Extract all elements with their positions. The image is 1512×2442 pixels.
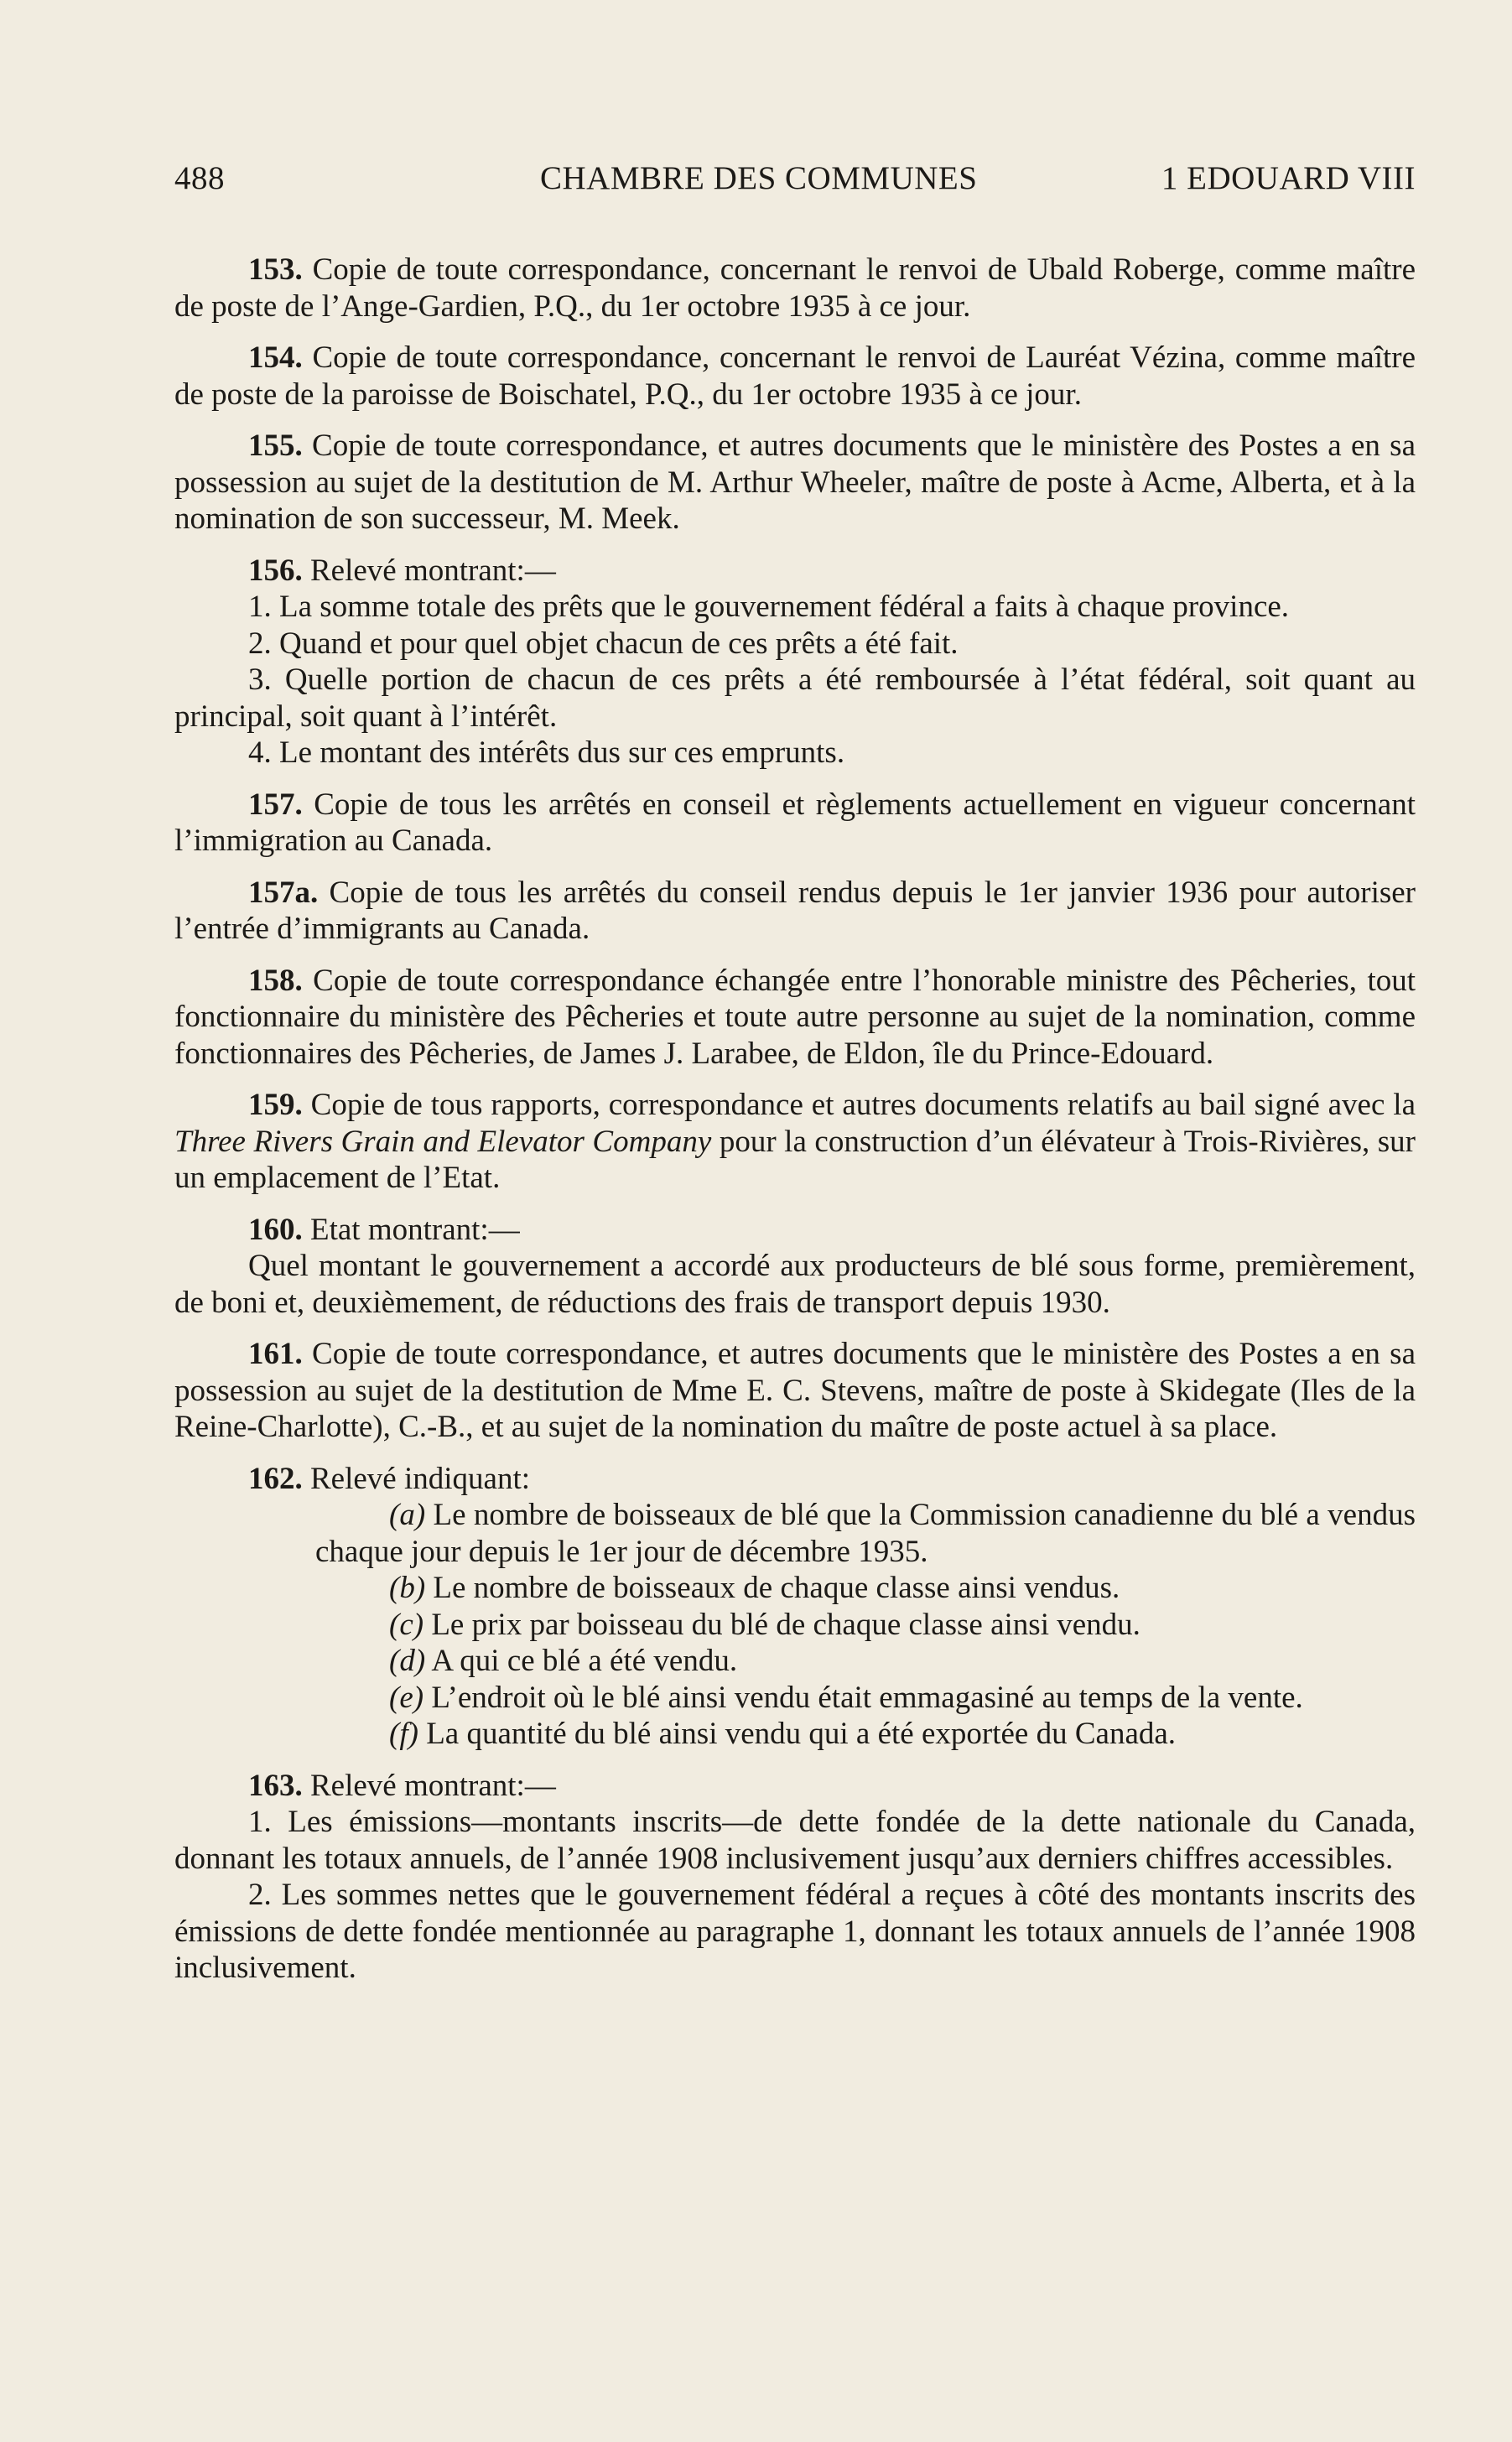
lettered-subitem	[174, 1570, 1416, 1607]
subitem-letter: (c)	[389, 1607, 424, 1642]
item-text: Copie de toute correspondance, concernant le renvoi de Ubald Roberge, comme maître de poste de l’Ange-Gardien, P.Q., du 1er octobre 1935 à ce jour.	[174, 252, 1416, 324]
subitem-text: L’endroit où le blé ainsi vendu était emmagasiné au temps de la vente.	[431, 1680, 1303, 1715]
item-number: 156.	[248, 553, 303, 588]
item-161	[174, 1336, 1416, 1446]
sub-paragraph: 1. Les émissions—montants inscrits—de dette fondée de la dette nationale du Canada, donnant les totaux annuels, de l’année 1908 inclusivement jusqu’aux derniers chiffres accessibles.	[174, 1805, 1416, 1876]
company-name: Three Rivers Grain and Elevator Company	[174, 1124, 712, 1159]
item-156	[174, 553, 1416, 772]
item-154	[174, 340, 1416, 413]
subitem-letter: (f)	[389, 1717, 418, 1751]
item-153	[174, 252, 1416, 325]
item-text: Etat montrant:—	[310, 1212, 520, 1247]
item-157	[174, 787, 1416, 860]
sub-paragraph: 4. Le montant des intérêts dus sur ces emprunts.	[248, 735, 845, 770]
item-text: Relevé montrant:—	[310, 553, 556, 588]
sub-paragraph: 2. Quand et pour quel objet chacun de ces prêts a été fait.	[248, 626, 959, 661]
lettered-subitem	[174, 1607, 1416, 1644]
item-text: Copie de toute correspondance, et autres documents que le ministère des Postes a en sa possession au sujet de la destitution de Mme E. C. Stevens, maître de poste à Skidegate (Iles de la Reine-Charlotte), C.-B., et au sujet de la nomination du maître de poste actuel à sa place.	[174, 1337, 1416, 1444]
document-body	[174, 252, 1416, 2002]
item-162	[174, 1461, 1416, 1753]
item-text: Copie de tous les arrêtés en conseil et règlements actuellement en vigueur concernant l’immigration au Canada.	[174, 787, 1416, 858]
item-number: 158.	[248, 963, 303, 998]
page-number: 488	[174, 160, 225, 196]
item-text: Copie de toute correspondance échangée entre l’honorable ministre des Pêcheries, tout fonctionnaire du ministère des Pêcheries et toute autre personne au sujet de la nomination, comme fonctionnaires des Pêcheries, de James J. Larabee, de Eldon, île du Prince-Edouard.	[174, 963, 1416, 1071]
subitem-text: Le prix par boisseau du blé de chaque classe ainsi vendu.	[431, 1607, 1140, 1642]
sub-paragraph: 2. Les sommes nettes que le gouvernement fédéral a reçues à côté des montants inscrits des émissions de dette fondée mentionnée au paragraphe 1, donnant les totaux annuels de l’année 1908 inclusivement.	[174, 1878, 1416, 1985]
lettered-subitem	[174, 1716, 1416, 1753]
item-155	[174, 428, 1416, 538]
lettered-subitem	[174, 1497, 1416, 1570]
item-number: 161.	[248, 1337, 303, 1371]
item-number: 162.	[248, 1461, 303, 1496]
running-title: CHAMBRE DES COMMUNES	[540, 160, 978, 196]
item-number: 163.	[248, 1768, 303, 1803]
subitem-text: A qui ce blé a été vendu.	[431, 1644, 738, 1678]
subitem-text: Le nombre de boisseaux de blé que la Commission canadienne du blé a vendus chaque jour depuis le 1er jour de décembre 1935.	[315, 1498, 1416, 1569]
subitem-letter: (a)	[389, 1498, 426, 1532]
item-159	[174, 1087, 1416, 1197]
item-text: Copie de toute correspondance, concernant le renvoi de Lauréat Vézina, comme maître de poste de la paroisse de Boischatel, P.Q., du 1er octobre 1935 à ce jour.	[174, 340, 1416, 412]
item-text: Copie de tous les arrêtés du conseil rendus depuis le 1er janvier 1936 pour autoriser l’entrée d’immigrants au Canada.	[174, 875, 1416, 946]
subitem-letter: (b)	[389, 1571, 426, 1605]
sub-paragraph: Quel montant le gouvernement a accordé aux producteurs de blé sous forme, premièrement, de boni et, deuxièmement, de réductions des frais de transport depuis 1930.	[174, 1249, 1416, 1320]
item-text: Copie de tous rapports, correspondance et autres documents relatifs au bail signé avec la	[310, 1088, 1416, 1122]
item-text: Copie de toute correspondance, et autres documents que le ministère des Postes a en sa possession au sujet de la destitution de M. Arthur Wheeler, maître de poste à Acme, Alberta, et à la nomination de son successeur, M. Meek.	[174, 429, 1416, 536]
item-text-continued: pour la construction d’un élévateur à Trois-Rivières, sur un emplacement de l’Etat.	[174, 1124, 1416, 1195]
item-number: 157a.	[248, 875, 319, 910]
item-number: 153.	[248, 252, 303, 287]
item-number: 157.	[248, 787, 303, 822]
item-163	[174, 1768, 1416, 1987]
item-text: Relevé montrant:—	[310, 1768, 556, 1803]
sub-paragraph: 3. Quelle portion de chacun de ces prêts a été remboursée à l’état fédéral, soit quant au principal, soit quant à l’intérêt.	[174, 662, 1416, 734]
subitem-text: Le nombre de boisseaux de chaque classe ainsi vendus.	[433, 1571, 1120, 1605]
sub-paragraph: 1. La somme totale des prêts que le gouvernement fédéral a faits à chaque province.	[248, 590, 1290, 624]
subitem-letter: (d)	[389, 1644, 426, 1678]
item-160	[174, 1212, 1416, 1322]
item-text: Relevé indiquant:	[310, 1461, 531, 1496]
reign-label: 1 EDOUARD VIII	[1161, 160, 1416, 196]
item-number: 159.	[248, 1088, 303, 1122]
item-158	[174, 963, 1416, 1073]
subitem-text: La quantité du blé ainsi vendu qui a été exportée du Canada.	[426, 1717, 1177, 1751]
subitem-letter: (e)	[389, 1680, 424, 1715]
item-number: 155.	[248, 429, 303, 463]
item-157a	[174, 875, 1416, 948]
running-header	[174, 159, 1416, 206]
lettered-subitem	[174, 1643, 1416, 1680]
item-number: 154.	[248, 340, 303, 375]
lettered-subitem	[174, 1680, 1416, 1717]
item-number: 160.	[248, 1212, 303, 1247]
